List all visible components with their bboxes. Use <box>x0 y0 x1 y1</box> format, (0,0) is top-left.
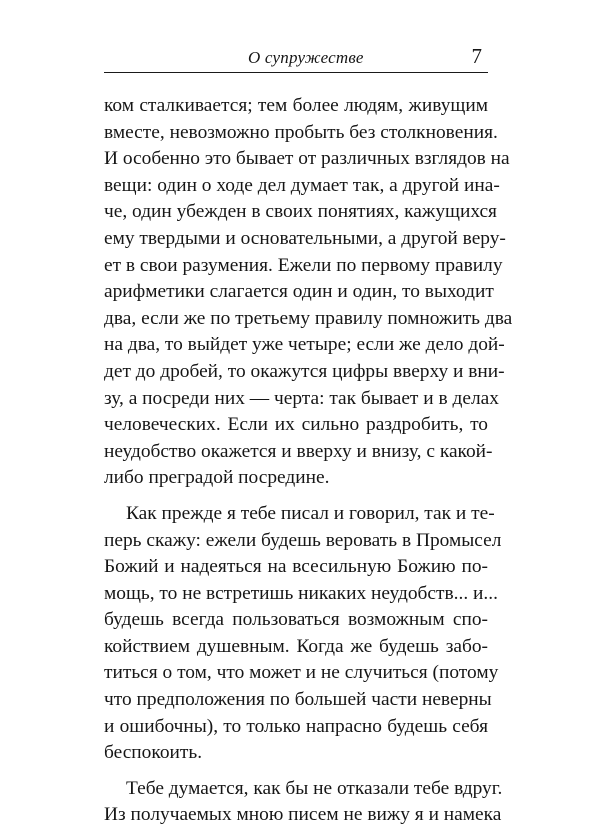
text-line: И особенно это бывает от различных взглядов на <box>104 148 510 170</box>
text-line: перь скажу: ежели будешь веровать в Промысел <box>104 529 502 551</box>
paragraph-gap <box>104 492 488 501</box>
text-line: койствием душевным. Когда же будешь забо- <box>104 635 488 657</box>
running-header <box>104 44 488 73</box>
text-line: мощь, то не встретишь никаких неудобств... и... <box>104 582 498 604</box>
book-page <box>104 44 513 829</box>
page-number: 7 <box>471 44 482 68</box>
body-text <box>104 93 513 829</box>
text-line: человеческих. Если их сильно раздробить, то <box>104 414 488 436</box>
text-line: два, если же по третьему правилу помножить два <box>104 307 513 329</box>
text-line: будешь всегда пользоваться возможным спо- <box>104 609 488 631</box>
text-line: и ошибочны), то только напрасно будешь себя <box>104 715 488 737</box>
text-line: либо преградой посредине. <box>104 467 330 489</box>
paragraph <box>104 776 503 829</box>
text-line: дет до дробей, то окажутся цифры вверху и вни- <box>104 360 505 382</box>
text-line: зу, а посреди них — черта: так бывает и в делах <box>104 387 499 409</box>
text-line: беспокоить. <box>104 742 203 764</box>
paragraph-gap <box>104 767 488 776</box>
text-line: ет в свои разумения. Ежели по первому правилу <box>104 254 503 276</box>
text-line: неудобство окажется и вверху и внизу, с какой- <box>104 440 493 462</box>
text-line: Божий и надеяться на всесильную Божию по- <box>104 556 488 578</box>
text-line: титься о том, что может и не случиться (потому <box>104 662 499 684</box>
text-line: Тебе думается, как бы не отказали тебе вдруг. <box>126 777 503 799</box>
paragraph <box>104 93 513 492</box>
text-line: Как прежде я тебе писал и говорил, так и те- <box>126 502 495 524</box>
running-title: О супружестве <box>248 48 364 67</box>
text-line: ком сталкивается; тем более людям, живущим <box>104 95 488 116</box>
text-line: ему твердыми и основательными, а другой веру- <box>104 227 506 249</box>
text-line: че, один убежден в своих понятиях, кажущихся <box>104 201 497 223</box>
text-line: Из получаемых мною писем не вижу я и намека <box>104 804 502 826</box>
text-line: вместе, невозможно пробыть без столкновения. <box>104 121 498 143</box>
text-line: арифметики слагается один и один, то выходит <box>104 281 494 303</box>
paragraph <box>104 501 502 767</box>
text-line: вещи: один о ходе дел думает так, а другой ина- <box>104 174 500 196</box>
text-line: на два, то выйдет уже четыре; если же дело дой- <box>104 334 505 356</box>
text-line: что предположения по большей части неверны <box>104 689 492 711</box>
